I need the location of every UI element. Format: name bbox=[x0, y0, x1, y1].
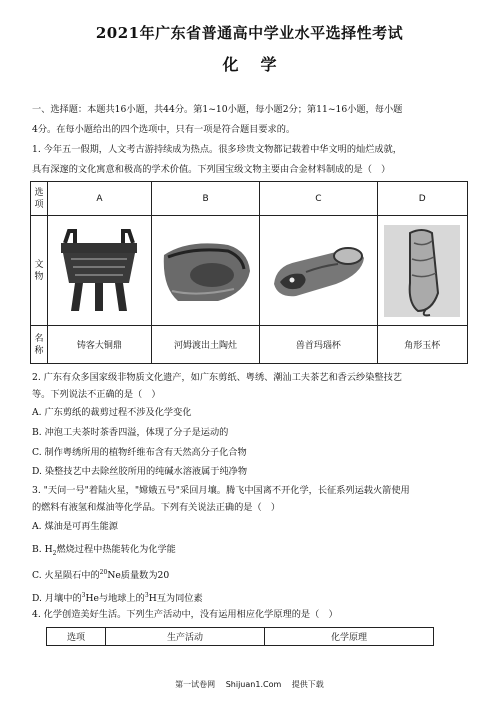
q2-option-b: B. 冲泡工夫茶时茶香四溢，体现了分子是运动的 bbox=[32, 427, 229, 438]
jade-horn-cup-image bbox=[377, 216, 468, 326]
bronze-ding-image bbox=[48, 216, 152, 326]
row-label-artifact: 文 物 bbox=[31, 216, 48, 326]
agate-cup-image bbox=[260, 216, 377, 326]
name-b: 河姆渡出土陶灶 bbox=[151, 326, 259, 364]
q2-stem-line-1: 2. 广东有众多国家级非物质文化遗产，如广东剪纸、粤绣、潮汕工夫茶艺和香云纱染整技艺 bbox=[32, 372, 402, 383]
option-c-header: C bbox=[260, 182, 377, 216]
q4-stem: 4. 化学创造美好生活。下列生产活动中，没有运用相应化学原理的是（ ） bbox=[32, 609, 338, 620]
instructions-line-1: 一、选择题：本题共16小题，共44分。第1~10小题，每小题2分；第11~16小题，每小题 bbox=[32, 104, 403, 115]
option-a-header: A bbox=[48, 182, 152, 216]
q3-option-d: D. 月壤中的$^3$He与地球上的$^3$H互为同位素 bbox=[32, 592, 203, 605]
q4-table bbox=[46, 627, 434, 646]
q1-artifact-table bbox=[30, 181, 468, 364]
q4-header-activity: 生产活动 bbox=[106, 628, 265, 646]
page-footer: 第一试卷网 Shijuan1.Com 提供下载 bbox=[175, 680, 324, 689]
row-label-option: 选 项 bbox=[31, 182, 48, 216]
q4-header-option: 选项 bbox=[47, 628, 106, 646]
name-a: 铸客大铜鼎 bbox=[48, 326, 152, 364]
name-d: 角形玉杯 bbox=[377, 326, 468, 364]
q3-stem-line-1: 3. "天问一号"着陆火星，"嫦娥五号"采回月壤。腾飞中国离不开化学，长征系列运载火箭使用 bbox=[32, 485, 410, 496]
q1-stem-line-2: 具有深邃的文化寓意和极高的学术价值。下列国宝级文物主要由合金材料制成的是（ ） bbox=[32, 164, 391, 175]
q2-option-c: C. 制作粤绣所用的植物纤维布含有天然高分子化合物 bbox=[32, 447, 247, 458]
name-c: 兽首玛瑙杯 bbox=[260, 326, 377, 364]
q2-option-a: A. 广东剪纸的裁剪过程不涉及化学变化 bbox=[32, 407, 192, 418]
instructions-line-2: 4分。在每小题给出的四个选项中，只有一项是符合题目要求的。 bbox=[32, 124, 296, 135]
q1-stem-line-1: 1. 今年五一假期，人文考古游持续成为热点。很多珍贵文物都记载着中华文明的灿烂成就， bbox=[32, 144, 402, 155]
q2-option-d: D. 染整技艺中去除丝胶所用的纯碱水溶液属于纯净物 bbox=[32, 466, 248, 477]
q3-option-a: A. 煤油是可再生能源 bbox=[32, 521, 118, 532]
q3-option-b: B. $H_2$燃烧过程中热能转化为化学能 bbox=[32, 544, 176, 557]
option-b-header: B bbox=[151, 182, 259, 216]
q3-option-c: C. 火星陨石中的$^{20}$Ne质量数为20 bbox=[32, 569, 170, 582]
q3-stem-line-2: 的燃料有液氢和煤油等化学品。下列有关说法正确的是（ ） bbox=[32, 502, 281, 513]
q2-stem-line-2: 等。下列说法不正确的是（ ） bbox=[32, 389, 161, 400]
option-d-header: D bbox=[377, 182, 468, 216]
q4-header-principle: 化学原理 bbox=[265, 628, 434, 646]
exam-title: 2021年广东省普通高中学业水平选择性考试 bbox=[95, 24, 404, 42]
pottery-stove-image bbox=[151, 216, 259, 326]
row-label-name: 名 称 bbox=[31, 326, 48, 364]
subject-title: 化学 bbox=[222, 55, 299, 74]
